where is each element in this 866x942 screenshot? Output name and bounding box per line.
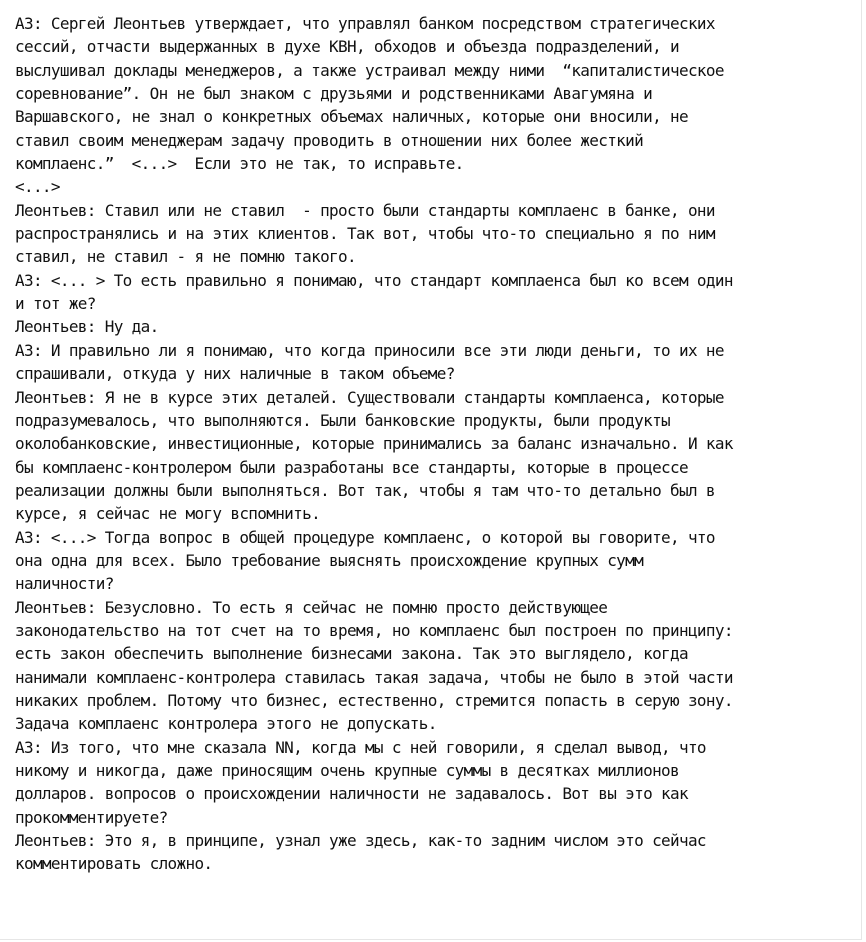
text-line: наличности?: [15, 574, 114, 594]
text-line: Варшавского, не знал о конкретных объемах наличных, которые они вносили, не: [15, 107, 688, 127]
text-line: и тот же?: [15, 294, 96, 314]
text-line: прокомментируете?: [15, 807, 168, 827]
text-line: бы комплаенс-контролером были разработаны все стандарты, которые в процессе: [15, 457, 688, 477]
text-line: комплаенс.” <...> Если это не так, то исправьте.: [15, 154, 464, 174]
text-line: выслушивал доклады менеджеров, а также устраивал между ними “капиталистическое: [15, 60, 724, 80]
text-line: долларов. вопросов о происхождении наличности не задавалось. Вот вы это как: [15, 784, 688, 804]
text-line: реализации должны были выполняться. Вот так, чтобы я там что-то детально был в: [15, 480, 715, 500]
text-line: она одна для всех. Было требование выяснять происхождение крупных сумм: [15, 550, 644, 570]
text-line: Леонтьев: Это я, в принципе, узнал уже здесь, как-то задним числом это сейчас: [15, 831, 706, 851]
text-line: Задача комплаенс контролера этого не допускать.: [15, 714, 437, 734]
text-line: Леонтьев: Ставил или не ставил - просто были стандарты комплаенс в банке, они: [15, 200, 715, 220]
interview-transcript: [15, 12, 860, 876]
text-line: АЗ: Сергей Леонтьев утверждает, что управлял банком посредством стратегических: [15, 14, 715, 33]
text-line: АЗ: <...> Тогда вопрос в общей процедуре комплаенс, о которой вы говорите, что: [15, 527, 715, 547]
text-line: соревнование”. Он не был знаком с друзьями и родственниками Авагумяна и: [15, 84, 653, 104]
text-line: комментировать сложно.: [15, 854, 213, 874]
text-line: сессий, отчасти выдержанных в духе КВН, обходов и объезда подразделений, и: [15, 37, 679, 57]
text-line: никому и никогда, даже приносящим очень крупные суммы в десятках миллионов: [15, 761, 679, 780]
text-line: АЗ: <... > То есть правильно я понимаю, что стандарт комплаенса был ко всем один: [15, 270, 733, 290]
text-line: ставил, не ставил - я не помню такого.: [15, 247, 356, 267]
text-line: Леонтьев: Ну да.: [15, 317, 159, 337]
text-line: есть закон обеспечить выполнение бизнесами закона. Так это выглядело, когда: [15, 644, 688, 664]
text-line: Леонтьев: Безусловно. То есть я сейчас не помню просто действующее: [15, 597, 608, 617]
text-line: подразумевалось, что выполняются. Были банковские продукты, были продукты: [15, 410, 671, 430]
text-line: околобанковские, инвестиционные, которые принимались за баланс изначально. И как: [15, 434, 733, 454]
text-line: ставил своим менеджерам задачу проводить в отношении них более жесткий: [15, 130, 644, 150]
text-line: законодательство на тот счет на то время, но комплаенс был построен по принципу:: [15, 620, 733, 640]
text-line: АЗ: И правильно ли я понимаю, что когда приносили все эти люди деньги, то их не: [15, 340, 724, 360]
text-line: никаких проблем. Потому что бизнес, естественно, стремится попасть в серую зону.: [15, 690, 733, 710]
text-line: Леонтьев: Я не в курсе этих деталей. Существовали стандарты комплаенса, которые: [15, 387, 724, 407]
text-line: распространялись и на этих клиентов. Так вот, чтобы что-то специально я по ним: [15, 224, 715, 244]
text-line: нанимали комплаенс-контролера ставилась такая задача, чтобы не было в этой части: [15, 667, 733, 687]
text-line: курсе, я сейчас не могу вспомнить.: [15, 504, 321, 524]
text-line: спрашивали, откуда у них наличные в таком объеме?: [15, 364, 455, 384]
text-line: АЗ: Из того, что мне сказала NN, когда мы с ней говорили, я сделал вывод, что: [15, 737, 706, 757]
text-line: <...>: [15, 177, 60, 197]
